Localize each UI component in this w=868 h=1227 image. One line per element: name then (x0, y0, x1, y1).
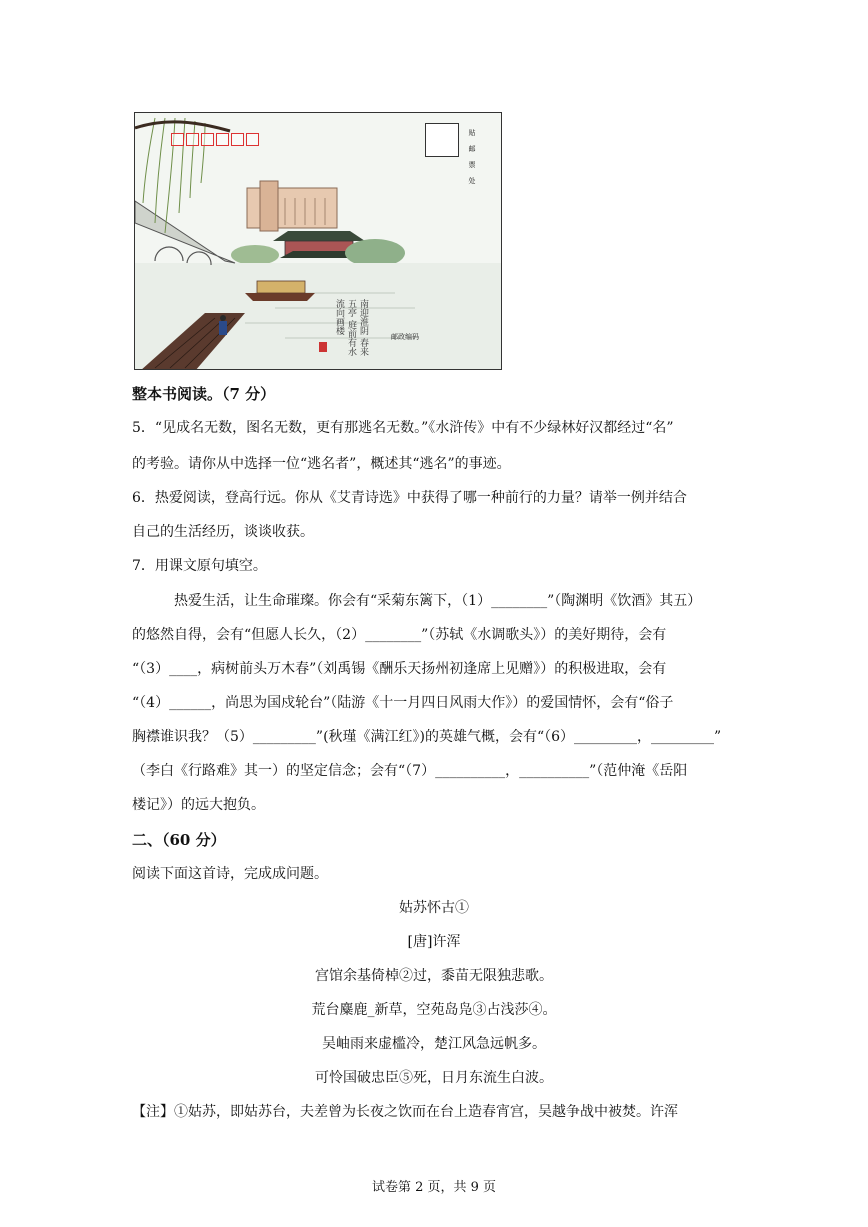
q7-line: （李白《行路难》其一）的坚定信念；会有“（7）__________，__________”（范仲淹《岳阳 (132, 763, 688, 779)
poem-line: 荒台麋鹿_新草，空苑岛凫③占浅莎④。 (311, 1002, 557, 1018)
q5-line1: 5．“见成名无数，图名无数，更有那逃名无数。”《水浒传》中有不少绿林好汉都经过“名” (132, 420, 674, 436)
q7-line: 热爱生活，让生命璀璨。你会有“采菊东篱下，（1）________”（陶渊明《饮酒》其五） (174, 593, 702, 609)
postcode-box (231, 133, 244, 146)
postcode-box (246, 133, 259, 146)
stamp-blank (425, 123, 459, 157)
poem-title: 姑苏怀古① (399, 900, 469, 916)
postcode-box (216, 133, 229, 146)
q6-line1: 6．热爱阅读，登高行远。你从《艾青诗选》中获得了哪一种前行的力量？请举一例并结合 (132, 490, 687, 506)
q7-line: 的悠然自得，会有“但愿人长久，（2）________”（苏轼《水调歌头》）的美好期待，会有 (132, 627, 667, 643)
page-footer: 试卷第 2 页，共 9 页 (371, 1180, 497, 1195)
postcard-image (134, 112, 502, 370)
part2-intro: 阅读下面这首诗，完成成问题。 (132, 866, 328, 882)
stamp-label: 贴 邮 票 处 (468, 129, 482, 185)
postcode-box (171, 133, 184, 146)
poem-line: 可怜国破忠臣⑤死，日月东流生白波。 (315, 1070, 553, 1086)
red-seal (319, 342, 327, 352)
poem-line: 宫馆余基倚棹②过，黍苗无限独悲歌。 (315, 968, 553, 984)
q7-line: 楼记》）的远大抱负。 (132, 797, 265, 813)
q7-title: 7．用课文原句填空。 (132, 558, 267, 574)
part2-heading: 二、（60 分） (132, 831, 226, 849)
vertical-poem: 南迎淮阴 春来五亭 庭前有水 流向画楼 (334, 299, 368, 356)
poem-line: 吴岫雨来虚槛冷，楚江风急远帆多。 (322, 1036, 546, 1052)
postcode-boxes (171, 133, 259, 146)
stamp-area (425, 123, 491, 185)
q7-line: 胸襟谁识我？（5）_________”(秋瑾《满江红》)的英雄气概，会有“（6）_________，_________” (132, 729, 722, 745)
q6-line2: 自己的生活经历，谈谈收获。 (132, 524, 314, 540)
q5-line2: 的考验。请你从中选择一位“逃名者”，概述其“逃名”的事迹。 (132, 456, 511, 472)
postcode-box (201, 133, 214, 146)
postcode-box (186, 133, 199, 146)
q7-line: “（4）______，尚思为国戍轮台”（陆游《十一月四日风雨大作》）的爱国情怀，会有“俗子 (132, 695, 674, 711)
poem-author: [唐]许浑 (407, 934, 461, 950)
section-heading: 整本书阅读。（7 分） (132, 385, 276, 403)
poem-note: 【注】①姑苏，即姑苏台，夫差曾为长夜之饮而在台上造春宵宫，吴越争战中被焚。许浑 (132, 1104, 678, 1120)
q7-line: “（3）____，病树前头万木春”（刘禹锡《酬乐天扬州初逢席上见赠》）的积极进取，会有 (132, 661, 667, 677)
postcode-label: 邮政编码 (391, 333, 419, 341)
